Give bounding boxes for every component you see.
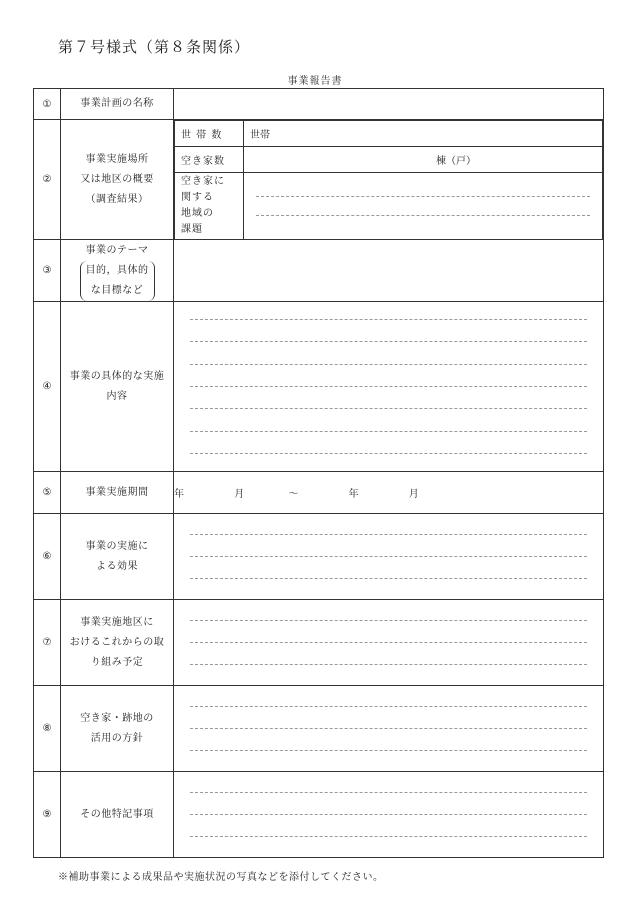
label-line: 関する <box>181 192 214 203</box>
row-label <box>61 600 174 686</box>
label-line: 活用の方針 <box>90 732 144 744</box>
dashed-line <box>256 196 590 197</box>
row-period <box>34 472 604 514</box>
row-number: ① <box>34 89 61 120</box>
dashed-line <box>190 534 587 535</box>
row-label <box>61 240 174 302</box>
dashed-line <box>190 664 587 665</box>
form-number: 第７号様式（第８条関係） <box>58 38 251 56</box>
households-row <box>175 121 603 147</box>
label-line: 事業実施地区に <box>80 616 154 628</box>
row-future-plans <box>34 600 604 686</box>
label-line: おけるこれからの取 <box>69 636 165 648</box>
row-other-notes <box>34 772 604 858</box>
label-line: 課題 <box>181 224 203 235</box>
document-title: 事業報告書 <box>287 76 343 87</box>
vacant-unit: 棟（戸） <box>436 156 476 167</box>
period-tilde: ～ <box>288 489 300 500</box>
location-detail-cell <box>174 120 604 240</box>
vacant-field[interactable] <box>244 147 603 173</box>
bracket-note <box>80 261 155 301</box>
issues-label <box>175 173 244 240</box>
row-number: ⑤ <box>34 472 61 514</box>
row-theme <box>34 240 604 302</box>
period-field[interactable] <box>174 472 604 514</box>
issues-field[interactable] <box>244 173 603 240</box>
label-line: 地域の <box>181 208 214 219</box>
project-name-field[interactable] <box>174 89 604 120</box>
end-month-unit: 月 <box>408 489 420 500</box>
label-line: 空き家・跡地の <box>80 712 154 724</box>
row-number: ⑧ <box>34 686 61 772</box>
households-label: 世 帯 数 <box>175 121 244 147</box>
label-line: （調査結果） <box>85 193 149 205</box>
row-project-name <box>34 89 604 120</box>
dashed-line <box>256 215 590 216</box>
label-line: り組み予定 <box>90 656 144 668</box>
dashed-line <box>190 814 587 815</box>
row-number: ⑦ <box>34 600 61 686</box>
location-subtable <box>174 120 603 239</box>
vacant-label: 空き家数 <box>175 147 244 173</box>
dashed-lines <box>174 686 603 771</box>
row-number: ③ <box>34 240 61 302</box>
row-details <box>34 302 604 472</box>
footnote: ※補助事業による成果品や実施状況の写真などを添付してください。 <box>58 872 384 883</box>
row-label <box>61 514 174 600</box>
dashed-line <box>190 386 587 387</box>
label-line: 事業の具体的な実施 <box>69 370 165 382</box>
dashed-line <box>190 578 587 579</box>
households-unit: 世帯 <box>250 130 270 141</box>
end-year-unit: 年 <box>348 489 360 500</box>
row-number: ④ <box>34 302 61 472</box>
label-line: 事業のテーマ <box>85 244 149 256</box>
label-line: 事業実施場所 <box>85 153 149 165</box>
row-number: ⑨ <box>34 772 61 858</box>
label-line: な目標など <box>90 284 144 296</box>
row-label <box>61 120 174 240</box>
issues-row <box>175 173 603 240</box>
report-form-table <box>33 88 604 858</box>
dashed-lines <box>174 772 603 857</box>
dashed-line <box>190 453 587 454</box>
dashed-line <box>190 408 587 409</box>
row-effects <box>34 514 604 600</box>
details-field[interactable] <box>174 302 604 472</box>
start-month-unit: 月 <box>234 489 246 500</box>
vacant-row <box>175 147 603 173</box>
row-number: ② <box>34 120 61 240</box>
dashed-line <box>190 642 587 643</box>
dashed-line <box>190 706 587 707</box>
dashed-line <box>190 341 587 342</box>
row-label <box>61 686 174 772</box>
label-line: 又は地区の概要 <box>80 173 154 185</box>
effects-field[interactable] <box>174 514 604 600</box>
other-notes-field[interactable] <box>174 772 604 858</box>
dashed-lines <box>174 302 603 471</box>
row-utilization <box>34 686 604 772</box>
label-line: 空き家に <box>181 176 225 187</box>
row-label: 事業計画の名称 <box>61 89 174 120</box>
dashed-line <box>190 620 587 621</box>
dashed-line <box>190 364 587 365</box>
row-label: その他特記事項 <box>61 772 174 858</box>
row-location <box>34 120 604 240</box>
row-number: ⑥ <box>34 514 61 600</box>
start-year-unit: 年 <box>174 489 185 500</box>
dashed-line <box>190 319 587 320</box>
label-line: 内容 <box>106 390 128 402</box>
dashed-line <box>190 728 587 729</box>
row-label: 事業実施期間 <box>61 472 174 514</box>
label-line: よる効果 <box>96 560 138 572</box>
dashed-line <box>190 431 587 432</box>
dashed-lines <box>174 600 603 685</box>
row-label <box>61 302 174 472</box>
future-plans-field[interactable] <box>174 600 604 686</box>
dashed-line <box>190 792 587 793</box>
utilization-field[interactable] <box>174 686 604 772</box>
dashed-lines <box>174 514 603 599</box>
dashed-line <box>190 556 587 557</box>
label-line: 事業の実施に <box>85 540 149 552</box>
theme-field[interactable] <box>174 240 604 302</box>
label-line: 目的，具体的 <box>85 264 149 276</box>
dashed-line <box>190 750 587 751</box>
dashed-line <box>190 836 587 837</box>
households-field[interactable] <box>244 121 603 147</box>
